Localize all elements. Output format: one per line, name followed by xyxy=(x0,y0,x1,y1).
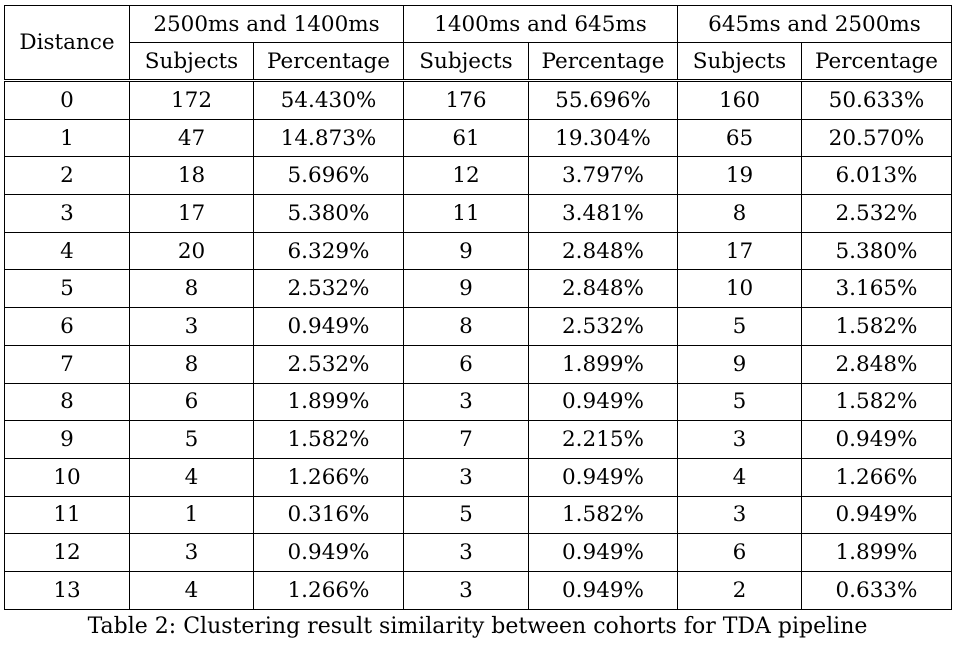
subjects-cell: 6 xyxy=(678,534,802,572)
subjects-cell: 176 xyxy=(404,81,529,120)
percentage-cell: 1.266% xyxy=(254,458,404,496)
subjects-cell: 2 xyxy=(678,571,802,609)
table-row xyxy=(5,421,952,459)
subjects-cell: 61 xyxy=(404,119,529,157)
table-row xyxy=(5,383,952,421)
percentage-cell: 2.532% xyxy=(529,308,678,346)
distance-cell: 8 xyxy=(5,383,130,421)
percentage-cell: 1.899% xyxy=(529,345,678,383)
distance-cell: 4 xyxy=(5,232,130,270)
percentage-cell: 2.848% xyxy=(802,345,952,383)
subjects-cell: 10 xyxy=(678,270,802,308)
subjects-cell: 7 xyxy=(404,421,529,459)
subjects-cell: 3 xyxy=(678,496,802,534)
subjects-cell: 8 xyxy=(130,270,254,308)
percentage-cell: 0.633% xyxy=(802,571,952,609)
table-row xyxy=(5,270,952,308)
subjects-cell: 9 xyxy=(404,270,529,308)
subjects-cell: 8 xyxy=(130,345,254,383)
distance-cell: 6 xyxy=(5,308,130,346)
subjects-cell: 5 xyxy=(678,308,802,346)
percentage-cell: 5.380% xyxy=(254,195,404,233)
percentage-cell: 2.532% xyxy=(254,345,404,383)
percentage-header: Percentage xyxy=(254,43,404,81)
percentage-cell: 14.873% xyxy=(254,119,404,157)
percentage-cell: 1.899% xyxy=(254,383,404,421)
percentage-cell: 5.380% xyxy=(802,232,952,270)
percentage-cell: 1.582% xyxy=(529,496,678,534)
percentage-cell: 1.266% xyxy=(254,571,404,609)
percentage-cell: 2.848% xyxy=(529,232,678,270)
percentage-cell: 19.304% xyxy=(529,119,678,157)
subjects-cell: 9 xyxy=(678,345,802,383)
percentage-cell: 1.899% xyxy=(802,534,952,572)
subjects-cell: 5 xyxy=(404,496,529,534)
percentage-cell: 0.949% xyxy=(802,496,952,534)
table-row xyxy=(5,496,952,534)
percentage-cell: 5.696% xyxy=(254,157,404,195)
distance-header: Distance xyxy=(5,6,130,81)
results-table xyxy=(4,5,952,610)
percentage-cell: 1.582% xyxy=(254,421,404,459)
subjects-cell: 8 xyxy=(404,308,529,346)
header-row-columns xyxy=(5,43,952,81)
group-header-3: 645ms and 2500ms xyxy=(678,6,952,43)
percentage-cell: 1.582% xyxy=(802,308,952,346)
subjects-header: Subjects xyxy=(678,43,802,81)
subjects-cell: 3 xyxy=(404,383,529,421)
distance-cell: 10 xyxy=(5,458,130,496)
percentage-cell: 6.013% xyxy=(802,157,952,195)
subjects-cell: 3 xyxy=(404,534,529,572)
table-row xyxy=(5,81,952,120)
subjects-cell: 172 xyxy=(130,81,254,120)
distance-cell: 7 xyxy=(5,345,130,383)
group-header-2: 1400ms and 645ms xyxy=(404,6,678,43)
subjects-cell: 8 xyxy=(678,195,802,233)
table-row xyxy=(5,345,952,383)
percentage-cell: 20.570% xyxy=(802,119,952,157)
table-row xyxy=(5,571,952,609)
subjects-cell: 4 xyxy=(678,458,802,496)
distance-cell: 2 xyxy=(5,157,130,195)
percentage-cell: 1.582% xyxy=(802,383,952,421)
subjects-cell: 6 xyxy=(404,345,529,383)
percentage-cell: 0.949% xyxy=(529,458,678,496)
subjects-cell: 20 xyxy=(130,232,254,270)
subjects-header: Subjects xyxy=(404,43,529,81)
percentage-cell: 0.949% xyxy=(802,421,952,459)
subjects-cell: 3 xyxy=(130,308,254,346)
distance-cell: 3 xyxy=(5,195,130,233)
percentage-header: Percentage xyxy=(529,43,678,81)
subjects-cell: 4 xyxy=(130,571,254,609)
table-row xyxy=(5,157,952,195)
percentage-cell: 3.797% xyxy=(529,157,678,195)
subjects-header: Subjects xyxy=(130,43,254,81)
subjects-cell: 4 xyxy=(130,458,254,496)
distance-cell: 5 xyxy=(5,270,130,308)
distance-cell: 9 xyxy=(5,421,130,459)
header-row-groups xyxy=(5,6,952,43)
distance-cell: 1 xyxy=(5,119,130,157)
percentage-cell: 50.633% xyxy=(802,81,952,120)
percentage-cell: 0.949% xyxy=(529,534,678,572)
percentage-cell: 54.430% xyxy=(254,81,404,120)
percentage-cell: 6.329% xyxy=(254,232,404,270)
subjects-cell: 18 xyxy=(130,157,254,195)
percentage-cell: 3.481% xyxy=(529,195,678,233)
subjects-cell: 3 xyxy=(404,458,529,496)
subjects-cell: 47 xyxy=(130,119,254,157)
subjects-cell: 3 xyxy=(678,421,802,459)
percentage-cell: 0.949% xyxy=(529,571,678,609)
subjects-cell: 5 xyxy=(130,421,254,459)
distance-cell: 12 xyxy=(5,534,130,572)
percentage-cell: 2.848% xyxy=(529,270,678,308)
group-header-1: 2500ms and 1400ms xyxy=(130,6,404,43)
subjects-cell: 6 xyxy=(130,383,254,421)
percentage-cell: 1.266% xyxy=(802,458,952,496)
table-row xyxy=(5,458,952,496)
percentage-cell: 2.532% xyxy=(802,195,952,233)
table-row xyxy=(5,119,952,157)
percentage-cell: 55.696% xyxy=(529,81,678,120)
table-row xyxy=(5,308,952,346)
subjects-cell: 65 xyxy=(678,119,802,157)
table-body xyxy=(5,81,952,610)
subjects-cell: 12 xyxy=(404,157,529,195)
percentage-cell: 2.532% xyxy=(254,270,404,308)
subjects-cell: 17 xyxy=(130,195,254,233)
subjects-cell: 11 xyxy=(404,195,529,233)
percentage-cell: 0.949% xyxy=(529,383,678,421)
subjects-cell: 9 xyxy=(404,232,529,270)
percentage-cell: 3.165% xyxy=(802,270,952,308)
table-row xyxy=(5,232,952,270)
percentage-cell: 0.316% xyxy=(254,496,404,534)
subjects-cell: 17 xyxy=(678,232,802,270)
distance-cell: 0 xyxy=(5,81,130,120)
distance-cell: 11 xyxy=(5,496,130,534)
distance-cell: 13 xyxy=(5,571,130,609)
subjects-cell: 160 xyxy=(678,81,802,120)
table-row xyxy=(5,195,952,233)
table-row xyxy=(5,534,952,572)
subjects-cell: 3 xyxy=(130,534,254,572)
percentage-cell: 0.949% xyxy=(254,308,404,346)
percentage-cell: 2.215% xyxy=(529,421,678,459)
subjects-cell: 1 xyxy=(130,496,254,534)
subjects-cell: 19 xyxy=(678,157,802,195)
table-caption: Table 2: Clustering result similarity between cohorts for TDA pipeline xyxy=(87,614,868,639)
subjects-cell: 3 xyxy=(404,571,529,609)
subjects-cell: 5 xyxy=(678,383,802,421)
percentage-cell: 0.949% xyxy=(254,534,404,572)
percentage-header: Percentage xyxy=(802,43,952,81)
